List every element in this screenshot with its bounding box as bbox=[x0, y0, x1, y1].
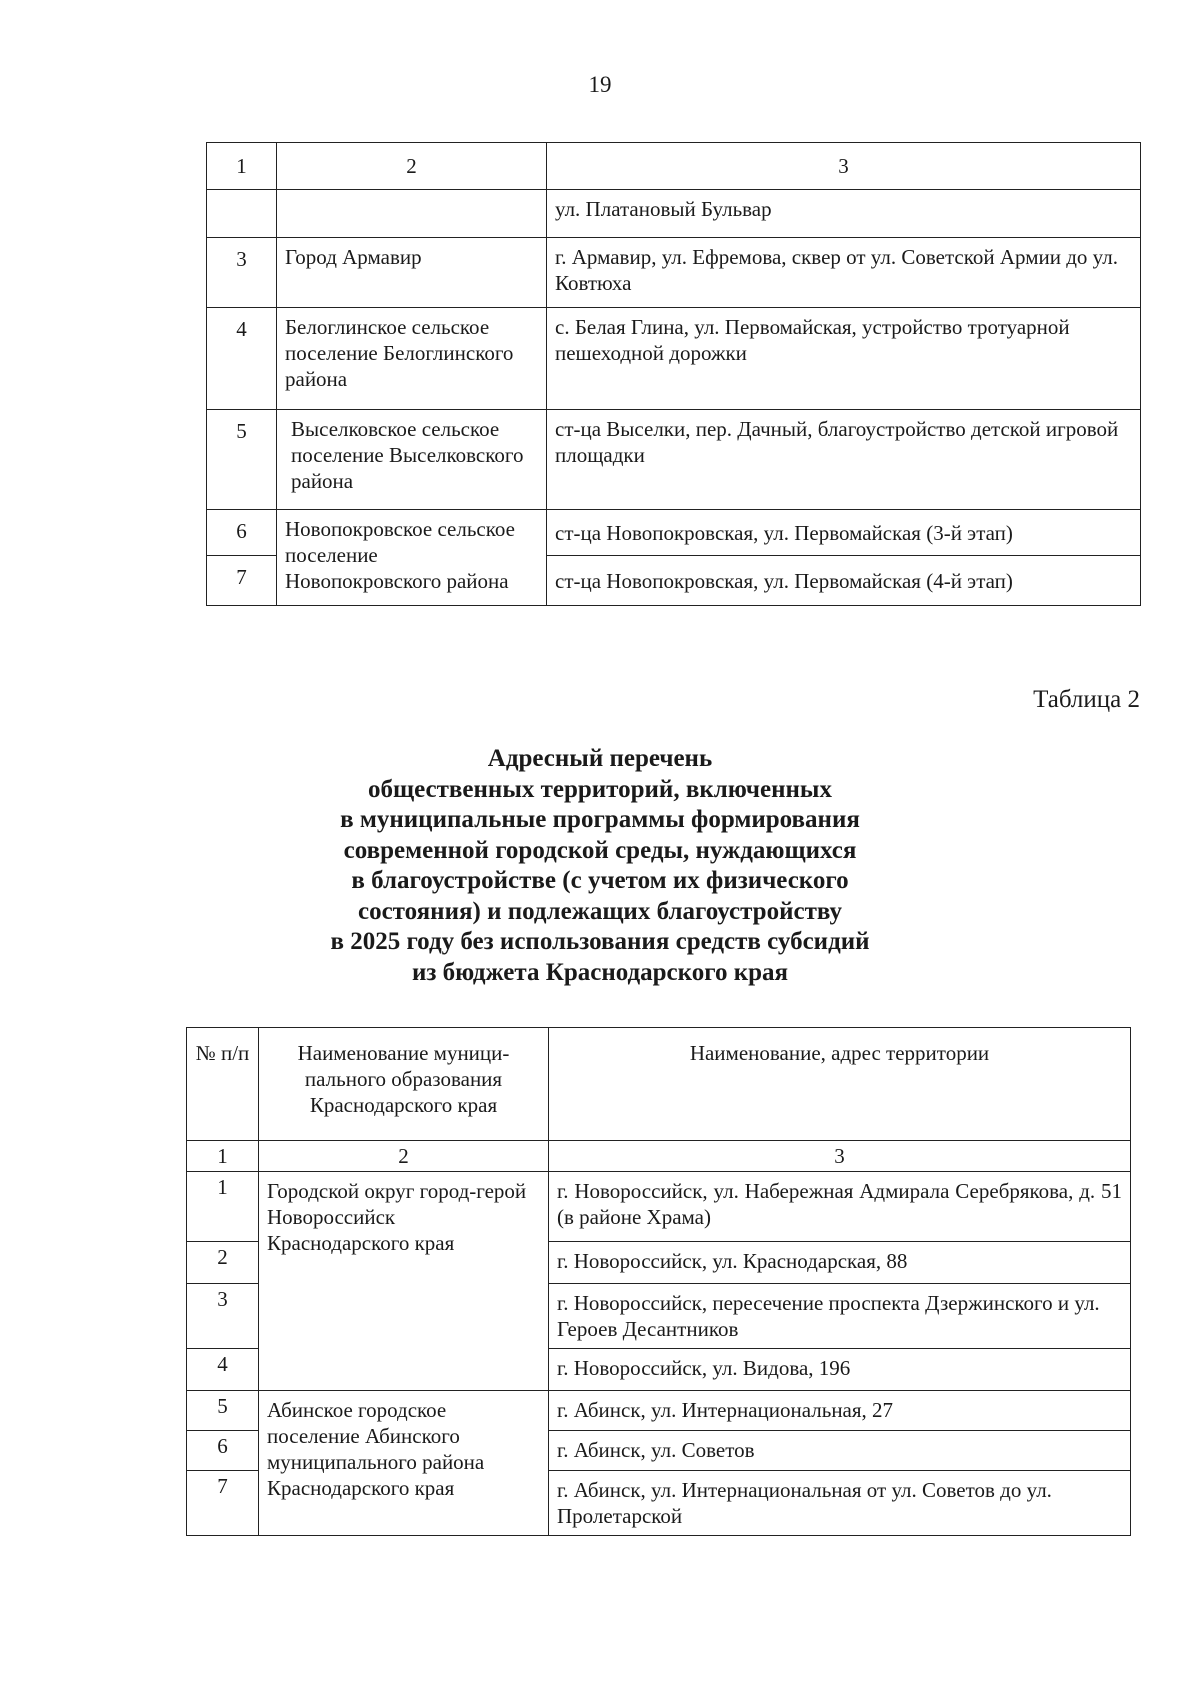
column-number: 1 bbox=[187, 1141, 259, 1172]
column-number: 1 bbox=[207, 143, 277, 190]
column-number: 2 bbox=[259, 1141, 549, 1172]
table-row bbox=[187, 1172, 1131, 1242]
row-number: 6 bbox=[187, 1431, 259, 1471]
title-line: общественных территорий, включенных bbox=[368, 775, 832, 803]
address-cell: ст-ца Выселки, пер. Дачный, благоустройство детской игровой площадки bbox=[547, 410, 1141, 510]
table-row bbox=[207, 510, 1141, 556]
column-number: 2 bbox=[277, 143, 547, 190]
column-number-row bbox=[207, 143, 1141, 190]
column-number-row bbox=[187, 1141, 1131, 1172]
row-number: 4 bbox=[207, 308, 277, 410]
title-line: в 2025 году без использования средств субсидий bbox=[330, 928, 870, 955]
title-line: Адресный перечень bbox=[487, 745, 713, 772]
column-number: 3 bbox=[547, 143, 1141, 190]
municipality-cell bbox=[277, 190, 547, 238]
title-line: современной городской среды, нуждающихся bbox=[343, 836, 857, 864]
row-number bbox=[207, 190, 277, 238]
title-line: из бюджета Краснодарского края bbox=[411, 958, 789, 986]
table-row bbox=[207, 410, 1141, 510]
municipality-cell: Город Армавир bbox=[277, 238, 547, 308]
address-cell: г. Абинск, ул. Интернациональная, 27 bbox=[549, 1391, 1131, 1431]
address-cell: с. Белая Глина, ул. Первомайская, устройство тротуарной пешеходной дорожки bbox=[547, 308, 1141, 410]
address-cell: г. Абинск, ул. Советов bbox=[549, 1431, 1131, 1471]
row-number: 6 bbox=[207, 510, 277, 556]
address-cell: ст-ца Новопокровская, ул. Первомайская (3-й этап) bbox=[547, 510, 1141, 556]
address-cell: ст-ца Новопокровская, ул. Первомайская (4-й этап) bbox=[547, 556, 1141, 606]
title-line: в муниципальные программы формирования bbox=[340, 806, 860, 833]
municipality-cell: Городской округ город-герой Новороссийск Краснодарского края bbox=[259, 1172, 549, 1391]
municipality-cell: Новопокровское сельское поселение Новопокровского района bbox=[277, 510, 547, 606]
header-municipality: Наименование муници-пального образования Краснодарского края bbox=[259, 1028, 549, 1141]
row-number: 3 bbox=[187, 1284, 259, 1349]
municipality-cell: Выселковское сельское поселение Выселковского района bbox=[277, 410, 547, 510]
municipality-cell: Абинское городское поселение Абинского муниципального района Краснодарского края bbox=[259, 1391, 549, 1536]
row-number: 7 bbox=[187, 1471, 259, 1536]
row-number: 5 bbox=[207, 410, 277, 510]
row-number: 7 bbox=[207, 556, 277, 606]
table-row bbox=[187, 1391, 1131, 1431]
table-1-continuation bbox=[206, 142, 1141, 606]
header-address: Наименование, адрес территории bbox=[549, 1028, 1131, 1141]
column-number: 3 bbox=[549, 1141, 1131, 1172]
row-number: 5 bbox=[187, 1391, 259, 1431]
row-number: 1 bbox=[187, 1172, 259, 1242]
address-cell: г. Новороссийск, ул. Набережная Адмирала Серебрякова, д. 51 (в районе Храма) bbox=[549, 1172, 1131, 1242]
municipality-cell: Белоглинское сельское поселение Белоглинского района bbox=[277, 308, 547, 410]
table-caption: Таблица 2 bbox=[1033, 686, 1140, 713]
header-row bbox=[187, 1028, 1131, 1141]
address-cell: г. Новороссийск, ул. Видова, 196 bbox=[549, 1349, 1131, 1391]
row-number: 2 bbox=[187, 1242, 259, 1284]
table-title bbox=[0, 744, 1200, 988]
page-number: 19 bbox=[588, 72, 612, 97]
table-row bbox=[207, 308, 1141, 410]
header-number: № п/п bbox=[187, 1028, 259, 1141]
table-row bbox=[207, 190, 1141, 238]
address-cell: ул. Платановый Бульвар bbox=[547, 190, 1141, 238]
row-number: 3 bbox=[207, 238, 277, 308]
title-line: состояния) и подлежащих благоустройству bbox=[357, 897, 843, 925]
title-line: в благоустройстве (с учетом их физического bbox=[351, 867, 849, 894]
address-cell: г. Новороссийск, пересечение проспекта Дзержинского и ул. Героев Десантников bbox=[549, 1284, 1131, 1349]
address-cell: г. Абинск, ул. Интернациональная от ул. Советов до ул. Пролетарской bbox=[549, 1471, 1131, 1536]
table-2 bbox=[186, 1027, 1131, 1536]
table-row bbox=[207, 238, 1141, 308]
row-number: 4 bbox=[187, 1349, 259, 1391]
address-cell: г. Армавир, ул. Ефремова, сквер от ул. Советской Армии до ул. Ковтюха bbox=[547, 238, 1141, 308]
address-cell: г. Новороссийск, ул. Краснодарская, 88 bbox=[549, 1242, 1131, 1284]
